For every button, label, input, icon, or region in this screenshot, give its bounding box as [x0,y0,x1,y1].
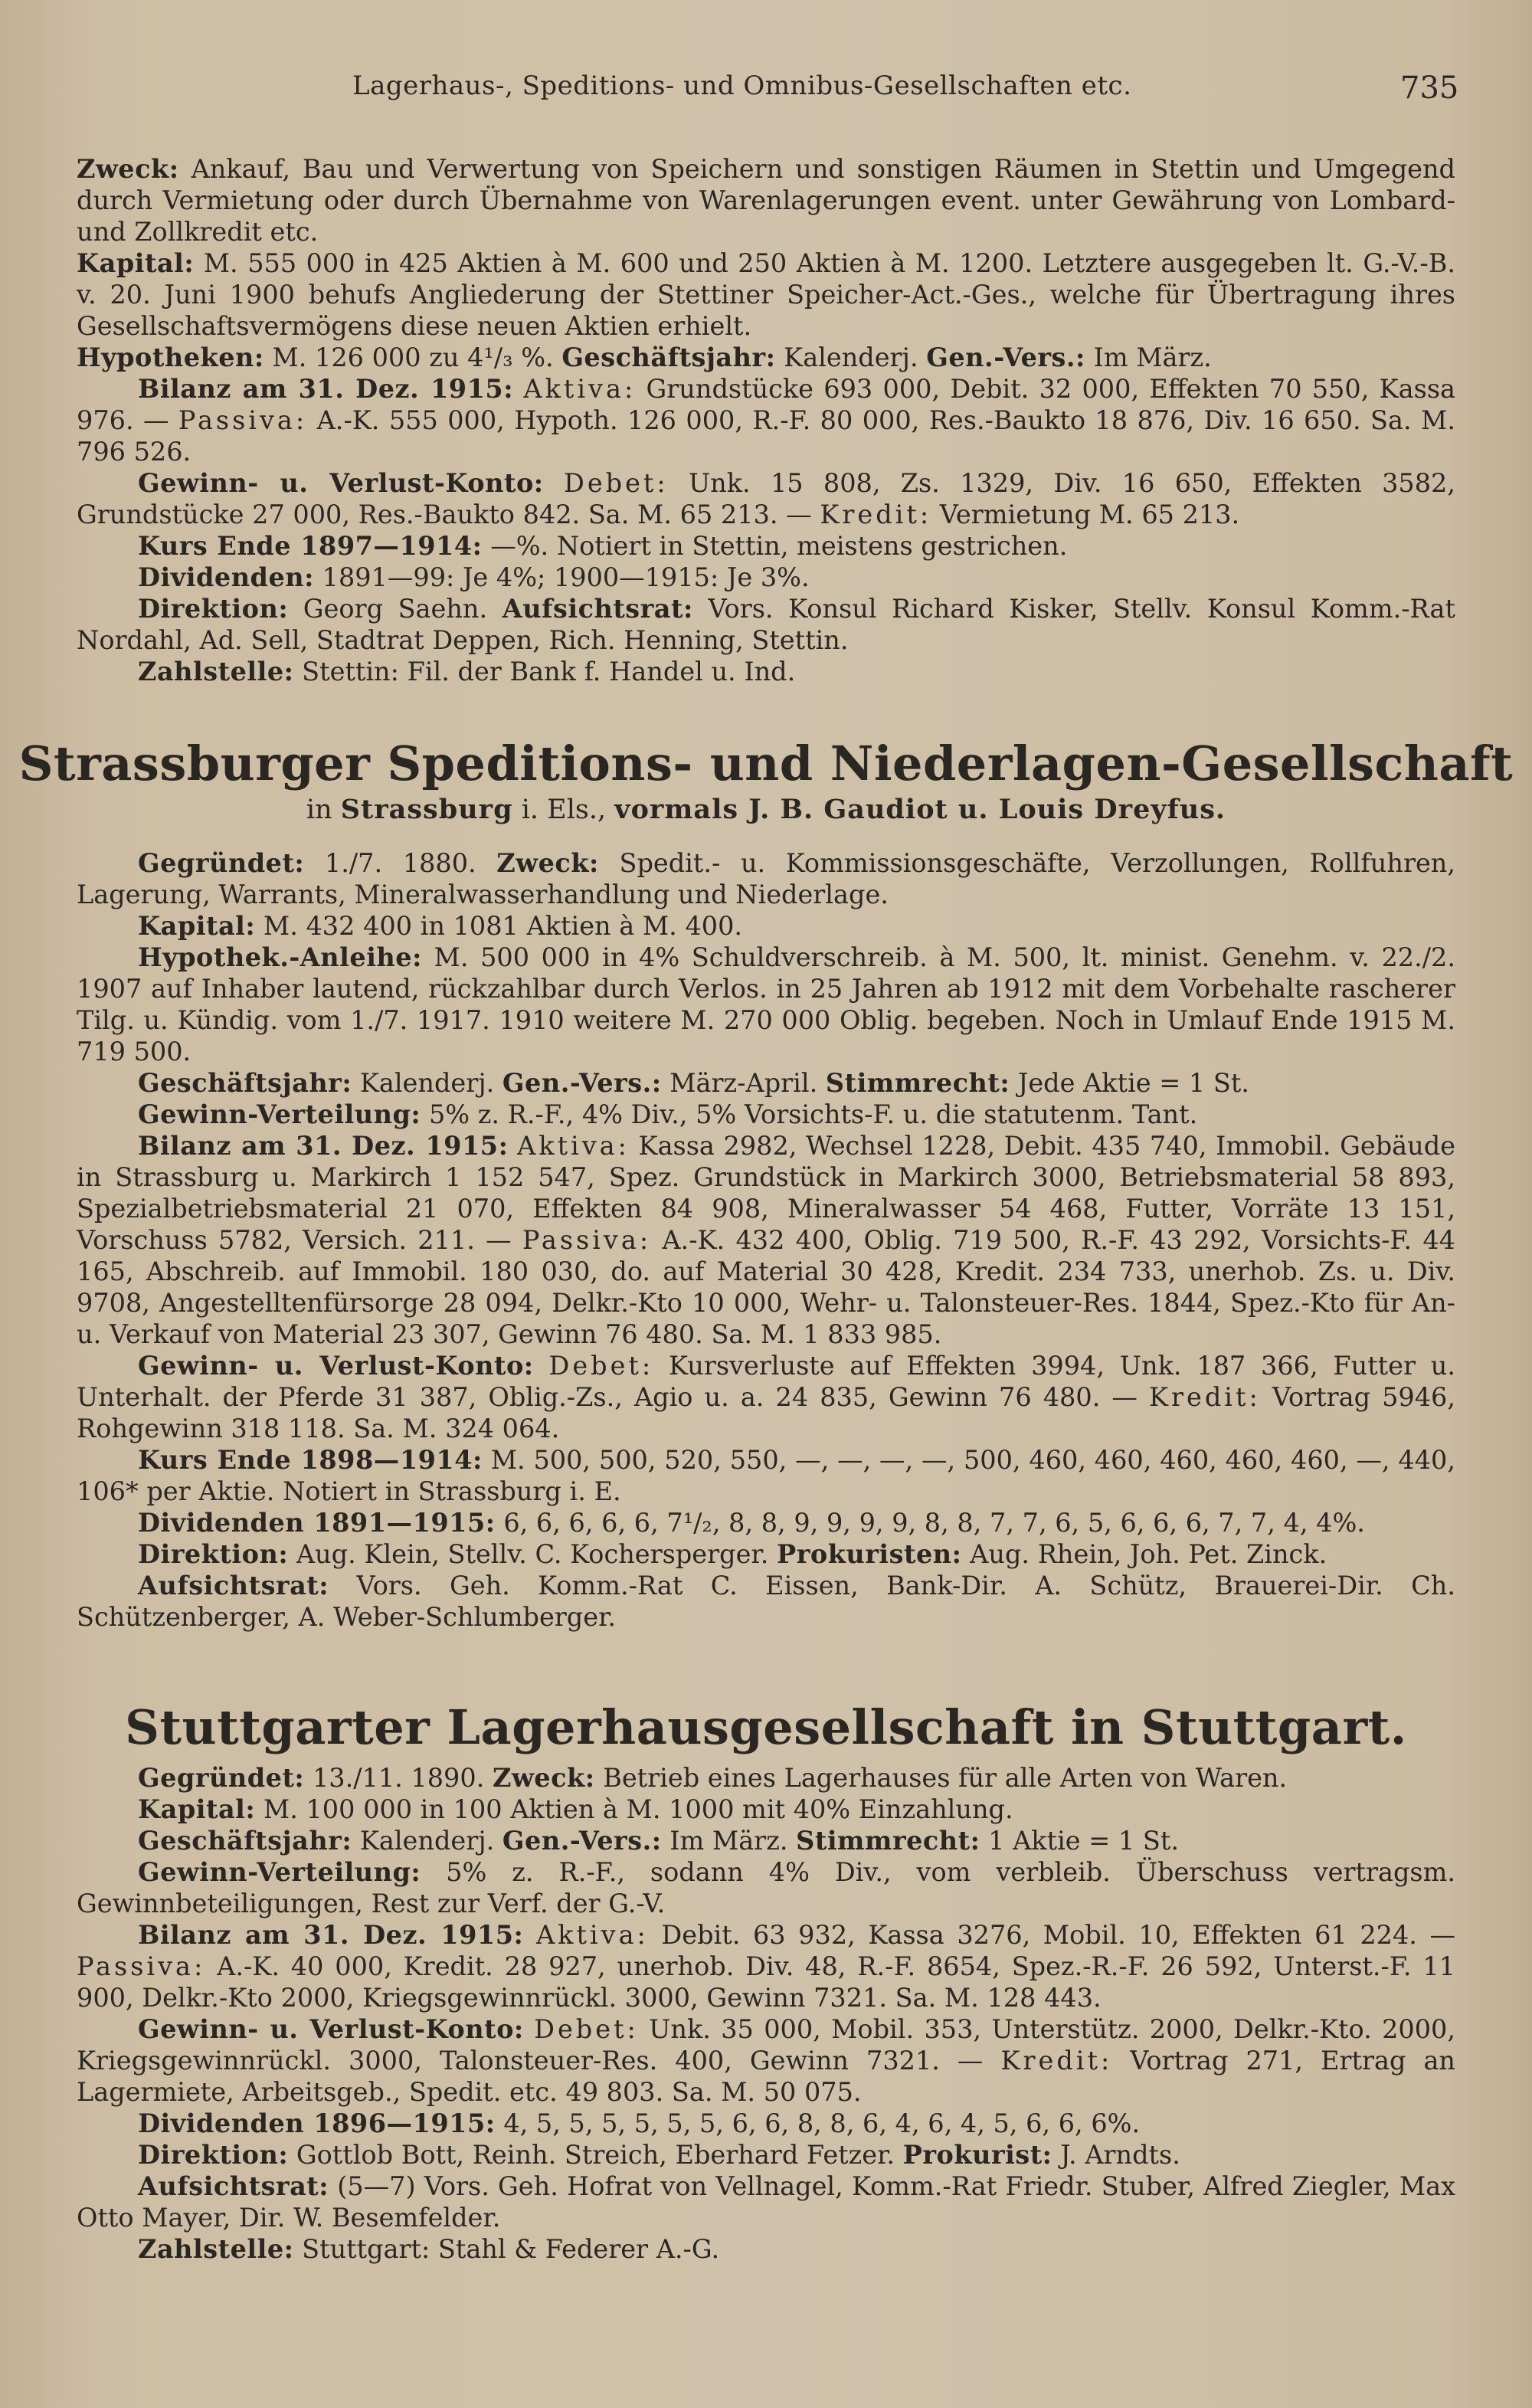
entry-geschaeftsjahr: Geschäftsjahr: Kalenderj. Gen.-Vers.: Im März. Stimmrecht: 1 Aktie = 1 St. [138,1826,1179,1856]
entry-bilanz: Bilanz am 31. Dez. 1915: Aktiva: Grundstücke 693 000, Debit. 32 000, Effekten 70 550, Kassa 976. — Passiva: A.-K. 555 000, Hypoth. 126 000, R.-F. 80 000, Res.-Baukto 18 876, Div. 16 650. Sa. M. 796 526. [77,374,1455,467]
section-subheading-strassburger: in Strassburg i. Els., vormals J. B. Gaudiot u. Louis Dreyfus. [306,794,1226,825]
entry-gegruendet: Gegründet: 13./11. 1890. Zweck: Betrieb eines Lagerhauses für alle Arten von Waren. [138,1763,1288,1793]
entry-gegruendet: Gegründet: 1./7. 1880. Zweck: Spedit.- u. Kommissionsgeschäfte, Verzollungen, Rollfuhren, Lagerung, Warrants, Mineralwasserhandlung und Niederlage. [77,848,1456,909]
entry-direktion: Direktion: Georg Saehn. Aufsichtsrat: Vors. Konsul Richard Kisker, Stellv. Konsul Komm.-Rat Nordahl, Ad. Sell, Stadtrat Deppen, Rich. Henning, Stettin. [77,594,1455,655]
page-header [0,70,1532,116]
running-title: Lagerhaus-, Speditions- und Omnibus-Gesellschaften etc. [352,70,1132,101]
entry-aufsichtsrat: Aufsichtsrat: Vors. Geh. Komm.-Rat C. Eissen, Bank-Dir. A. Schütz, Brauerei-Dir. Ch. Schützenberger, A. Weber-Schlumberger. [77,1571,1455,1632]
entry-gewinn-verteilung: Gewinn-Verteilung: 5% z. R.-F., 4% Div., 5% Vorsichts-F. u. die statutenm. Tant. [138,1099,1198,1129]
entry-zahlstelle: Zahlstelle: Stuttgart: Stahl & Federer A.-G. [138,2234,720,2264]
page-number: 735 [1400,70,1459,106]
section-stuttgarter [77,1762,1455,2265]
entry-dividenden: Dividenden 1896—1915: 4, 5, 5, 5, 5, 5, 5, 6, 6, 8, 8, 6, 4, 6, 4, 5, 6, 6, 6%. [138,2108,1141,2138]
entry-direktion: Direktion: Gottlob Bott, Reinh. Streich, Eberhard Fetzer. Prokurist: J. Arndts. [138,2140,1180,2170]
section-strassburger [77,847,1455,1633]
entry-gewinn-verlust: Gewinn- u. Verlust-Konto: Debet: Unk. 15 808, Zs. 1329, Div. 16 650, Effekten 3582, Grundstücke 27 000, Res.-Baukto 842. Sa. M. 65 213. — Kredit: Vermietung M. 65 213. [77,468,1455,529]
entry-kapital: Kapital: M. 432 400 in 1081 Aktien à M. 400. [138,911,743,941]
entry-kapital: Kapital: M. 100 000 in 100 Aktien à M. 1000 mit 40% Einzahlung. [138,1794,1013,1824]
entry-kapital: Kapital: M. 555 000 in 425 Aktien à M. 600 und 250 Aktien à M. 1200. Letztere ausgegeben lt. G.-V.-B. v. 20. Juni 1900 behufs Angliederung der Stettiner Speicher-Act.-Ges., welche für Übertragung ihres Gesellschaftsvermögens diese neuen Aktien erhielt. [77,248,1455,341]
entry-gewinn-verteilung: Gewinn-Verteilung: 5% z. R.-F., sodann 4% Div., vom verbleib. Überschuss vertragsm. Gewinnbeteiligungen, Rest zur Verf. der G.-V. [77,1857,1455,1918]
entry-anleihe: Hypothek.-Anleihe: M. 500 000 in 4% Schuldverschreib. à M. 500, lt. minist. Genehm. v. 22./2. 1907 auf Inhaber lautend, rückzahlbar durch Verlos. in 25 Jahren ab 1912 mit dem Vorbehalte rascherer Tilg. u. Kündig. vom 1./7. 1917. 1910 weitere M. 270 000 Oblig. begeben. Noch in Umlauf Ende 1915 M. 719 500. [77,942,1455,1066]
entry-gewinn-verlust: Gewinn- u. Verlust-Konto: Debet: Kursverluste auf Effekten 3994, Unk. 187 366, Futter u. Unterhalt. der Pferde 31 387, Oblig.-Zs., Agio u. a. 24 835, Gewinn 76 480. — Kredit: Vortrag 5946, Rohgewinn 318 118. Sa. M. 324 064. [77,1351,1455,1443]
entry-direktion: Direktion: Aug. Klein, Stellv. C. Kochersperger. Prokuristen: Aug. Rhein, Joh. Pet. Zinck. [138,1539,1327,1569]
section-heading-strassburger: Strassburger Speditions- und Niederlagen-Gesellschaft [18,736,1514,791]
entry-zahlstelle: Zahlstelle: Stettin: Fil. der Bank f. Handel u. Ind. [138,657,796,686]
entry-kurs: Kurs Ende 1898—1914: M. 500, 500, 520, 550, —, —, —, —, 500, 460, 460, 460, 460, 460, —, 440, 106* per Aktie. Notiert in Strassburg i. E. [77,1445,1455,1506]
section-heading-stuttgarter: Stuttgarter Lagerhausgesellschaft in Stuttgart. [125,1699,1407,1755]
entry-geschaeftsjahr: Geschäftsjahr: Kalenderj. Gen.-Vers.: März-April. Stimmrecht: Jede Aktie = 1 St. [138,1068,1249,1098]
entry-bilanz: Bilanz am 31. Dez. 1915: Aktiva: Kassa 2982, Wechsel 1228, Debit. 435 740, Immobil. Gebäude in Strassburg u. Markirch 1 152 547, Spez. Grundstück in Markirch 3000, Betriebsmaterial 58 893, Spezialbetriebsmaterial 21 070, Effekten 84 908, Mineralwasser 54 468, Futter, Vorräte 13 151, Vorschuss 5782, Versich. 211. — Passiva: A.-K. 432 400, Oblig. 719 500, R.-F. 43 292, Vorsichts-F. 44 165, Abschreib. auf Immobil. 180 030, do. auf Material 30 428, Kredit. 234 733, unerhob. Zs. u. Div. 9708, Angestelltenfürsorge 28 094, Delkr.-Kto 10 000, Wehr- u. Talonsteuer-Res. 1844, Spez.-Kto für An- u. Verkauf von Material 23 307, Gewinn 76 480. Sa. M. 1 833 985. [77,1131,1455,1349]
entry-dividenden: Dividenden 1891—1915: 6, 6, 6, 6, 6, 7¹/₂, 8, 8, 9, 9, 9, 9, 8, 8, 7, 7, 6, 5, 6, 6, 6, 7, 7, 4, 4%. [138,1508,1365,1538]
entry-kurs: Kurs Ende 1897—1914: —%. Notiert in Stettin, meistens gestrichen. [138,531,1068,561]
entry-aufsichtsrat: Aufsichtsrat: (5—7) Vors. Geh. Hofrat von Vellnagel, Komm.-Rat Friedr. Stuber, Alfred Ziegler, Max Otto Mayer, Dir. W. Besemfelder. [77,2171,1455,2233]
entry-gewinn-verlust: Gewinn- u. Verlust-Konto: Debet: Unk. 35 000, Mobil. 353, Unterstütz. 2000, Delkr.-Kto. 2000, Kriegsgewinnrückl. 3000, Talonsteuer-Res. 400, Gewinn 7321. — Kredit: Vortrag 271, Ertrag an Lagermiete, Arbeitsgeb., Spedit. etc. 49 803. Sa. M. 50 075. [77,2014,1455,2107]
section-stettin [77,153,1455,687]
entry-zweck: Zweck: Ankauf, Bau und Verwertung von Speichern und sonstigen Räumen in Stettin und Umgegend durch Vermietung oder durch Übernahme von Warenlagerungen event. unter Gewährung von Lombard- und Zollkredit etc. [77,154,1455,247]
entry-hypotheken: Hypotheken: M. 126 000 zu 4¹/₃ %. Geschäftsjahr: Kalenderj. Gen.-Vers.: Im März. [77,342,1212,372]
entry-bilanz: Bilanz am 31. Dez. 1915: Aktiva: Debit. 63 932, Kassa 3276, Mobil. 10, Effekten 61 224. — Passiva: A.-K. 40 000, Kredit. 28 927, unerhob. Div. 48, R.-F. 8654, Spez.-R.-F. 26 592, Unterst.-F. 11 900, Delkr.-Kto 2000, Kriegsgewinnrückl. 3000, Gewinn 7321. Sa. M. 128 443. [77,1920,1455,2013]
entry-dividenden: Dividenden: 1891—99: Je 4%; 1900—1915: Je 3%. [138,562,810,592]
